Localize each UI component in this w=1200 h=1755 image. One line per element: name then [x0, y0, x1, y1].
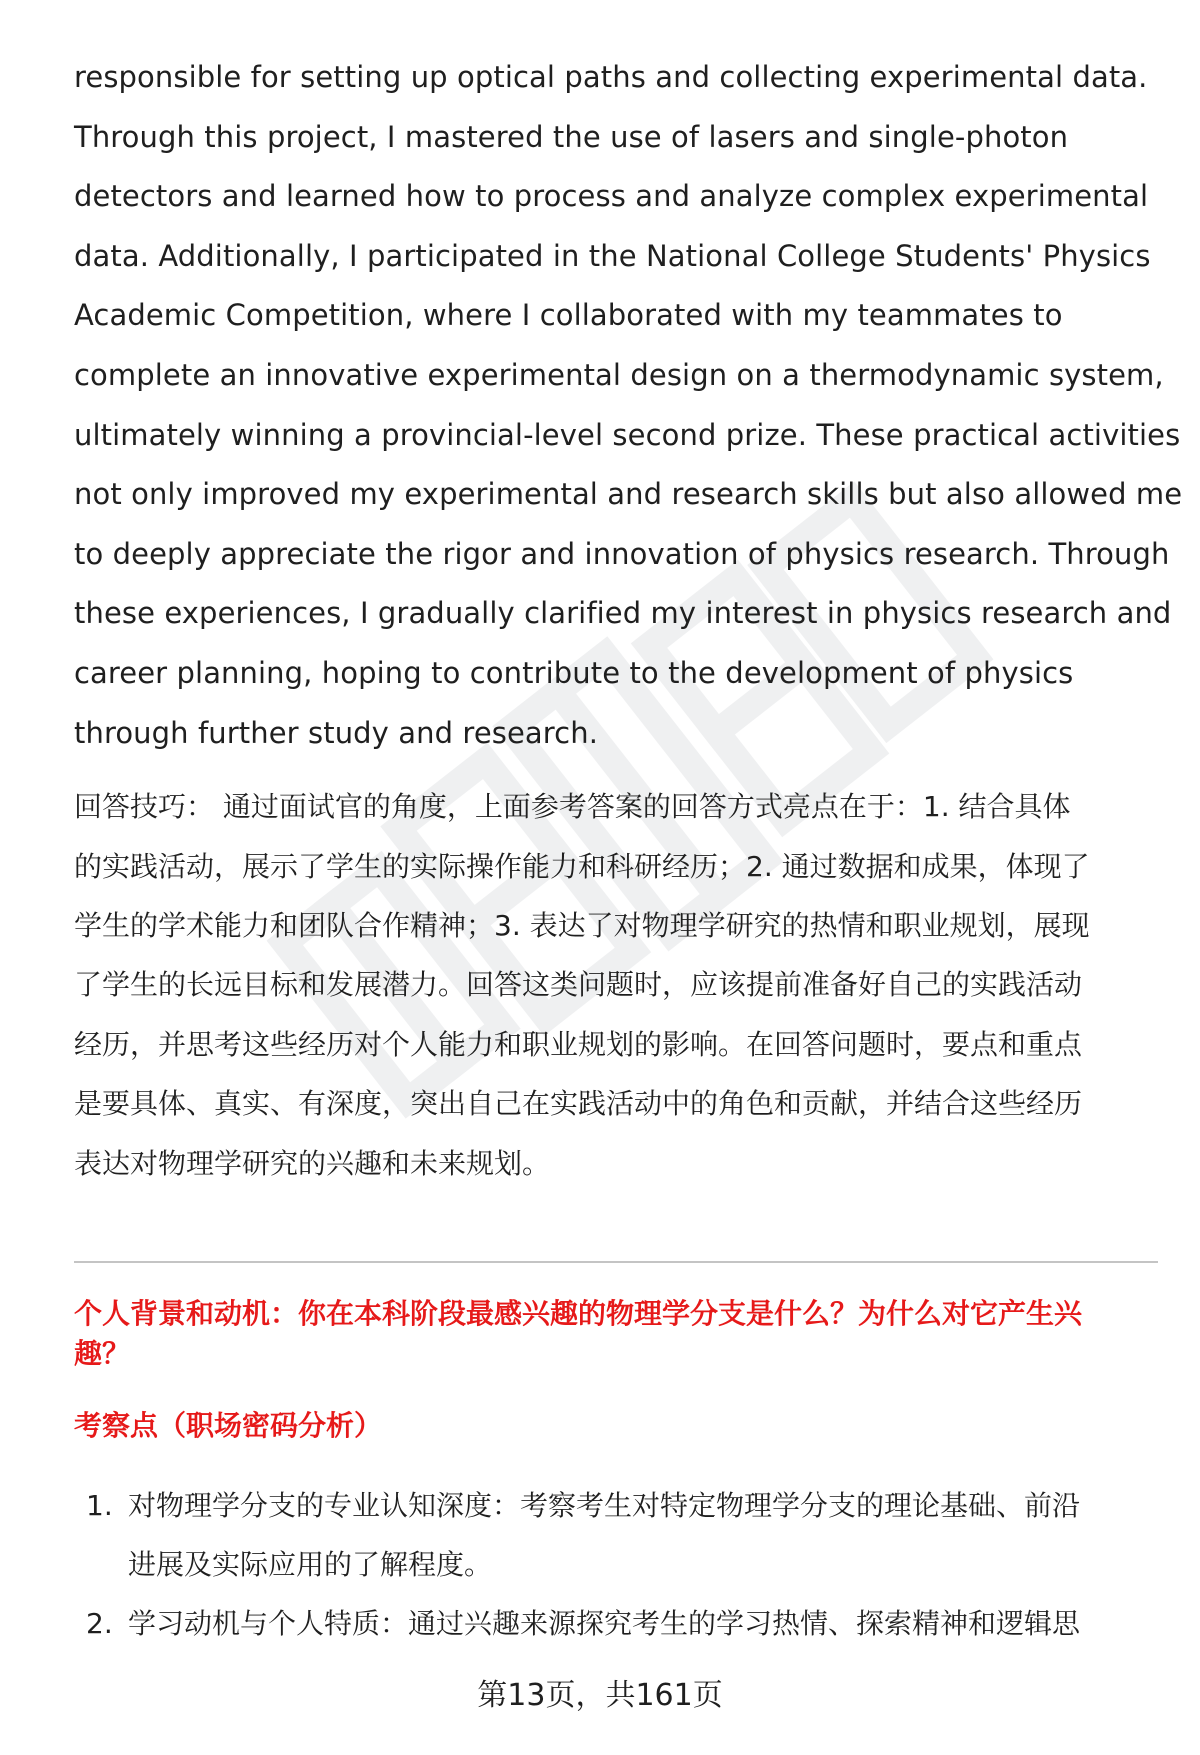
paragraph-line: ultimately winning a provincial-level second prize. These practical activities: [74, 417, 1181, 452]
question-line: 趣？: [74, 1337, 131, 1370]
list-item: [74, 1594, 1164, 1653]
paragraph-line: 回答技巧： 通过面试官的角度，上面参考答案的回答方式亮点在于：1. 结合具体: [74, 790, 1071, 824]
list-item: [74, 1476, 1164, 1594]
paragraph-line: these experiences, I gradually clarified my interest in physics research and: [74, 596, 1172, 631]
list-item-line: 对物理学分支的专业认知深度：考察考生对特定物理学分支的理论基础、前沿: [128, 1489, 1081, 1522]
section-divider: [74, 1261, 1158, 1263]
body-paragraph-en: [74, 48, 1183, 763]
paragraph-line: through further study and research.: [74, 715, 599, 750]
question-heading: [74, 1294, 1164, 1374]
list-number: 2.: [86, 1607, 113, 1640]
list-item-line: 学习动机与个人特质：通过兴趣来源探究考生的学习热情、探索精神和逻辑思: [128, 1607, 1081, 1640]
paragraph-line: 经历，并思考这些经历对个人能力和职业规划的影响。在回答问题时，要点和重点: [74, 1027, 1083, 1061]
paragraph-line: Academic Competition, where I collaborated with my teammates to: [74, 298, 1063, 333]
paragraph-line: responsible for setting up optical paths and collecting experimental data.: [74, 60, 1148, 94]
paragraph-line: to deeply appreciate the rigor and innovation of physics research. Through: [74, 536, 1170, 571]
paragraph-line: 是要具体、真实、有深度，突出自己在实践活动中的角色和贡献，并结合这些经历: [74, 1087, 1083, 1121]
page-footer: 第13页，共161页: [477, 1678, 723, 1713]
answer-tips-paragraph: [74, 777, 1160, 1193]
paragraph-line: 表达对物理学研究的兴趣和未来规划。: [74, 1146, 551, 1180]
paragraph-line: not only improved my experimental and research skills but also allowed me: [74, 477, 1183, 512]
assessment-heading: 考察点（职场密码分析）: [74, 1409, 383, 1442]
paragraph-line: 学生的学术能力和团队合作精神；3. 表达了对物理学研究的热情和职业规划，展现: [74, 908, 1090, 942]
assessment-list: [74, 1476, 1164, 1653]
paragraph-line: data. Additionally, I participated in the National College Students' Physics: [74, 238, 1151, 273]
list-item-line: 进展及实际应用的了解程度。: [128, 1548, 493, 1581]
list-number: 1.: [86, 1489, 113, 1522]
paragraph-line: complete an innovative experimental design on a thermodynamic system,: [74, 357, 1164, 392]
paragraph-line: detectors and learned how to process and analyze complex experimental: [74, 179, 1149, 214]
paragraph-line: Through this project, I mastered the use of lasers and single-photon: [74, 119, 1069, 154]
paragraph-line: 了学生的长远目标和发展潜力。回答这类问题时，应该提前准备好自己的实践活动: [74, 968, 1083, 1002]
paragraph-line: career planning, hoping to contribute to the development of physics: [74, 655, 1074, 690]
question-line: 个人背景和动机：你在本科阶段最感兴趣的物理学分支是什么？为什么对它产生兴: [74, 1297, 1083, 1330]
paragraph-line: 的实践活动，展示了学生的实际操作能力和科研经历；2. 通过数据和成果，体现了: [74, 849, 1090, 883]
document-page: [74, 48, 1183, 1193]
